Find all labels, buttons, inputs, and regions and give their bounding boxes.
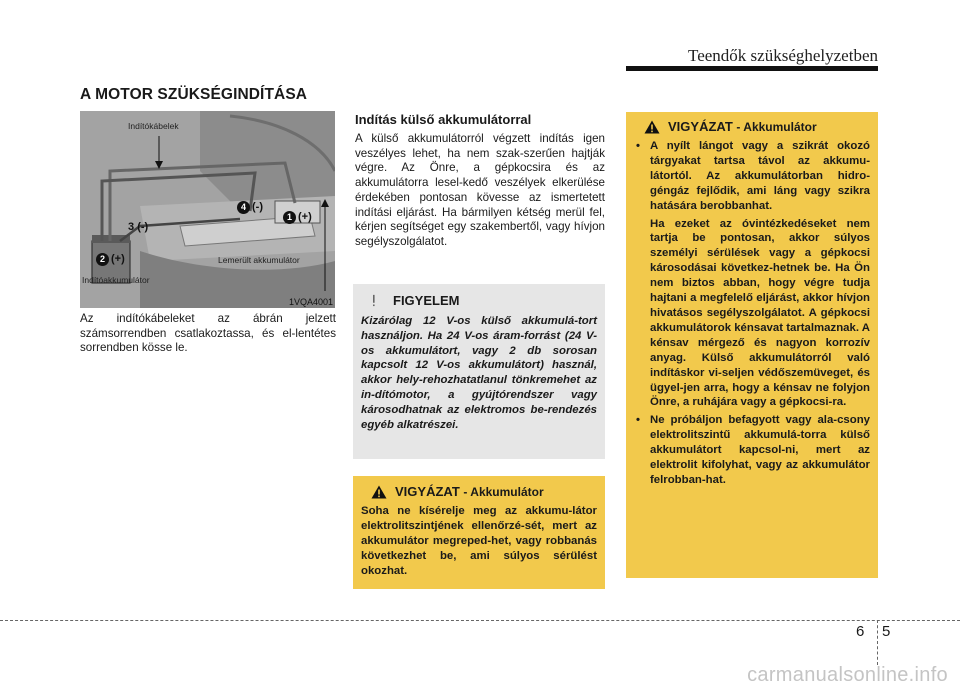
warning-bullet-frozen: • Ne próbáljon befagyott vagy ala-csony elektrolitszintű akkumulá-torra külső akkumulátort kapcsol-ni, mert az elektrolit kifolyhat, vagy az akkumulátor felrobban-hat. [634,413,870,488]
warning-small-body: Soha ne kísérelje meg az akkumu-látor elektrolitszintjének ellenőrzé-sét, mert az akkumulátor megreped-het, vagy robbanás következhet be, ami súlyos sérülést okozhat. [361,505,597,577]
jumpstart-heading: Indítás külső akkumulátorral [355,112,532,127]
step-4-number: 4 [237,201,250,214]
notice-box [353,284,605,459]
header-rule [626,66,878,71]
warning-bullet-flame: • A nyílt lángot vagy a szikrát okozó tárgyakat tartsa távol az akkumu-látortól. Az akkumulátorban hidro-géngáz fejlődik, ami láng vagy szikra hatására berobbanhat. [634,139,870,214]
step-2-number: 2 [96,253,109,266]
site-watermark: carmanualsonline.info [747,664,948,686]
step-2-polarity: (+) [111,253,125,265]
step-3-marker [128,221,148,233]
page-number: 5 [882,623,891,640]
figure-code: 1VQA4001 [288,297,333,307]
footer-rule [0,620,960,621]
label-jumper-cables: Indítókábelek [128,121,179,131]
step-4-marker [237,201,263,214]
warning-triangle-icon [371,485,387,499]
section-title: A MOTOR SZÜKSÉGINDÍTÁSA [80,86,308,103]
warning-bullet-flame-continued: Ha ezeket az óvintézkedéseket nem tartja be pontosan, akkor súlyos személyi sérülések vagy a gépkocsi károsodásai következ-hetnek be. Ha Ön nem biztos abban, hogy végre tudja hajtani a megfelelő eljárást, akkor hívjon hivatásos segélyszolgálatot. A gépkocsi akkumulátorok kénsavat tartalmaznak. A kénsav mérgező és nagyon korrozív anyag. Külső akkumulátorról való indításkor vi-seljen védőszemüveget, és ügyel-jen arra, hogy a kénsav ne folyjon Önre, a ruhájára vagy a gépkocsi-ra. [650,217,870,409]
chapter-header-title: Teendők szükséghelyzetben [688,46,878,65]
notice-title: FIGYELEM [393,293,460,308]
label-dead-battery: Lemerült akkumulátor [218,255,300,265]
jumpstart-figure [80,111,335,308]
warning-small-subtitle: - Akkumulátor [463,485,544,499]
battery-warning-large [626,112,878,578]
notice-exclamation-icon [365,294,383,308]
warning-small-title: VIGYÁZAT [395,484,460,499]
warning-list-2 [634,413,870,488]
step-1-polarity: (+) [298,211,312,223]
footer-divider [877,620,878,665]
step-3-number: 3 [128,221,135,233]
label-donor-battery: Indítóakkumulátor [82,275,150,285]
step-1-marker [283,211,312,224]
notice-body: Kizárólag 12 V-os külső akkumulá-tort használjon. Ha 24 V-os áram-forrást (24 V-os akkumulátort, vagy 2 db sorosan kapcsolt 12 V-os akkumulátort) használ, akkor hely-rehozhatatlanul tönkremehet az in-dítómotor, a gyújtórendszer vagy károsodhatnak az elektromos be-rendezés egyéb alkatrészei. [361,315,597,431]
page-chapter-number: 6 [856,623,865,640]
step-3-polarity: (-) [137,221,149,233]
step-1-number: 1 [283,211,296,224]
warning-list [634,139,870,214]
figure-caption: Az indítókábeleket az ábrán jelzett számsorrendben csatlakoztassa, és el-lentétes sorrendben kösse le. [80,312,336,354]
step-2-marker [96,253,125,266]
warning-triangle-icon [644,120,660,134]
battery-warning-small [353,476,605,589]
warning-large-title: VIGYÁZAT [668,119,733,134]
jumpstart-body: A külső akkumulátorról végzett indítás igen veszélyes lehet, ha nem szak-szerűen hajtják végre. Az Önre, a gépkocsira és az akkumulátorra lesel-kedő veszélyek elkerülése érdekében pontosan kövesse az ismertetett indítási eljárást. Ha bármilyen kétség merül fel, kérjen segítséget egy szakembertől, vagy hívjon segélyszolgálatot. [355,132,605,248]
step-4-polarity: (-) [252,201,263,213]
warning-large-subtitle: - Akkumulátor [736,120,817,134]
